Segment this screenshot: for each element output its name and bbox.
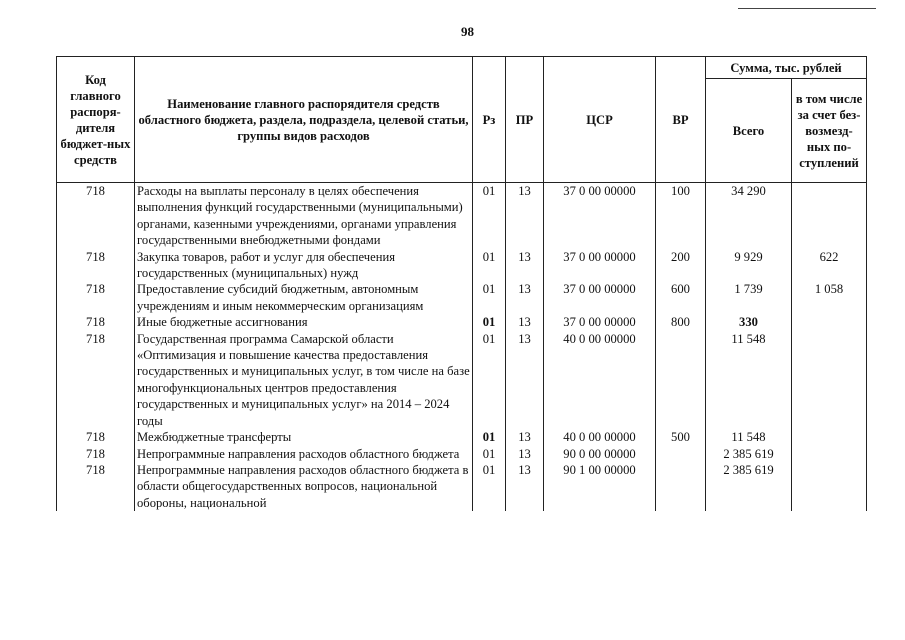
cell-vsego: 11 548 [706, 429, 792, 445]
cell-vsego: 330 [706, 314, 792, 330]
cell-bezvozmezd: 1 058 [792, 281, 867, 314]
cell-csr: 40 0 00 00000 [544, 331, 656, 429]
cell-name: Непрограммные направления расходов областного бюджета в области общегосударственных вопросов, национальной обороны, национальной [135, 462, 473, 511]
table-row [57, 281, 867, 314]
cell-vsego: 2 385 619 [706, 462, 792, 511]
cell-pr: 13 [506, 183, 544, 249]
cell-bezvozmezd [792, 429, 867, 445]
header-bezvozmezd: в том числе за счет без-возмезд-ных по-ступлений [792, 79, 867, 183]
cell-rz: 01 [473, 429, 506, 445]
cell-name: Государственная программа Самарской области «Оптимизация и повышение качества предоставления государственных и муниципальных услуг, в том числе на базе многофункциональных центров предоставления государственных и муниципальных услуг» на 2014 – 2024 годы [135, 331, 473, 429]
cell-csr: 37 0 00 00000 [544, 183, 656, 249]
cell-vsego: 9 929 [706, 249, 792, 282]
header-vsego: Всего [706, 79, 792, 183]
header-name: Наименование главного распорядителя средств областного бюджета, раздела, подраздела, целевой статьи, группы видов расходов [135, 57, 473, 183]
cell-vr: 800 [656, 314, 706, 330]
cell-csr: 90 1 00 00000 [544, 462, 656, 511]
cell-vr: 600 [656, 281, 706, 314]
cell-bezvozmezd [792, 314, 867, 330]
cell-bezvozmezd [792, 446, 867, 462]
cell-kod: 718 [57, 429, 135, 445]
header-csr: ЦСР [544, 57, 656, 183]
header-kod: Код главного распоря-дителя бюджет-ных средств [57, 57, 135, 183]
cell-rz: 01 [473, 462, 506, 511]
cell-pr: 13 [506, 314, 544, 330]
cell-vsego: 2 385 619 [706, 446, 792, 462]
cell-vr: 500 [656, 429, 706, 445]
cell-kod: 718 [57, 446, 135, 462]
cell-vsego: 1 739 [706, 281, 792, 314]
cell-rz: 01 [473, 446, 506, 462]
cell-pr: 13 [506, 249, 544, 282]
cell-csr: 37 0 00 00000 [544, 249, 656, 282]
cell-vr: 200 [656, 249, 706, 282]
cell-csr: 37 0 00 00000 [544, 281, 656, 314]
cell-rz: 01 [473, 314, 506, 330]
cell-vr [656, 446, 706, 462]
cell-name: Предоставление субсидий бюджетным, автономным учреждениям и иным некоммерческим организациям [135, 281, 473, 314]
page-number: 98 [461, 24, 474, 39]
header-vr: ВР [656, 57, 706, 183]
cell-rz: 01 [473, 249, 506, 282]
header-pr: ПР [506, 57, 544, 183]
budget-table [56, 56, 867, 511]
cell-vr: 100 [656, 183, 706, 249]
table-row [57, 462, 867, 511]
cell-bezvozmezd: 622 [792, 249, 867, 282]
header-summa: Сумма, тыс. рублей [706, 57, 867, 79]
cell-csr: 90 0 00 00000 [544, 446, 656, 462]
table-row [57, 314, 867, 330]
cell-kod: 718 [57, 281, 135, 314]
cell-vr [656, 462, 706, 511]
cell-pr: 13 [506, 446, 544, 462]
table-row [57, 331, 867, 429]
top-rule [738, 8, 876, 9]
cell-name: Межбюджетные трансферты [135, 429, 473, 445]
cell-vsego: 11 548 [706, 331, 792, 429]
cell-csr: 37 0 00 00000 [544, 314, 656, 330]
cell-kod: 718 [57, 314, 135, 330]
header-rz: Рз [473, 57, 506, 183]
cell-rz: 01 [473, 331, 506, 429]
cell-vr [656, 331, 706, 429]
cell-kod: 718 [57, 462, 135, 511]
cell-bezvozmezd [792, 462, 867, 511]
cell-pr: 13 [506, 281, 544, 314]
table-row [57, 446, 867, 462]
cell-rz: 01 [473, 281, 506, 314]
cell-name: Иные бюджетные ассигнования [135, 314, 473, 330]
cell-kod: 718 [57, 249, 135, 282]
cell-name: Расходы на выплаты персоналу в целях обеспечения выполнения функций государственными (муниципальными) органами, казенными учреждениями, органами управления государственными внебюджетными фондами [135, 183, 473, 249]
cell-bezvozmezd [792, 183, 867, 249]
table-row [57, 183, 867, 249]
cell-pr: 13 [506, 429, 544, 445]
table-row [57, 429, 867, 445]
cell-name: Закупка товаров, работ и услуг для обеспечения государственных (муниципальных) нужд [135, 249, 473, 282]
table-row [57, 249, 867, 282]
cell-kod: 718 [57, 331, 135, 429]
cell-vsego: 34 290 [706, 183, 792, 249]
cell-csr: 40 0 00 00000 [544, 429, 656, 445]
cell-rz: 01 [473, 183, 506, 249]
cell-name: Непрограммные направления расходов областного бюджета [135, 446, 473, 462]
cell-pr: 13 [506, 331, 544, 429]
cell-kod: 718 [57, 183, 135, 249]
cell-bezvozmezd [792, 331, 867, 429]
cell-pr: 13 [506, 462, 544, 511]
